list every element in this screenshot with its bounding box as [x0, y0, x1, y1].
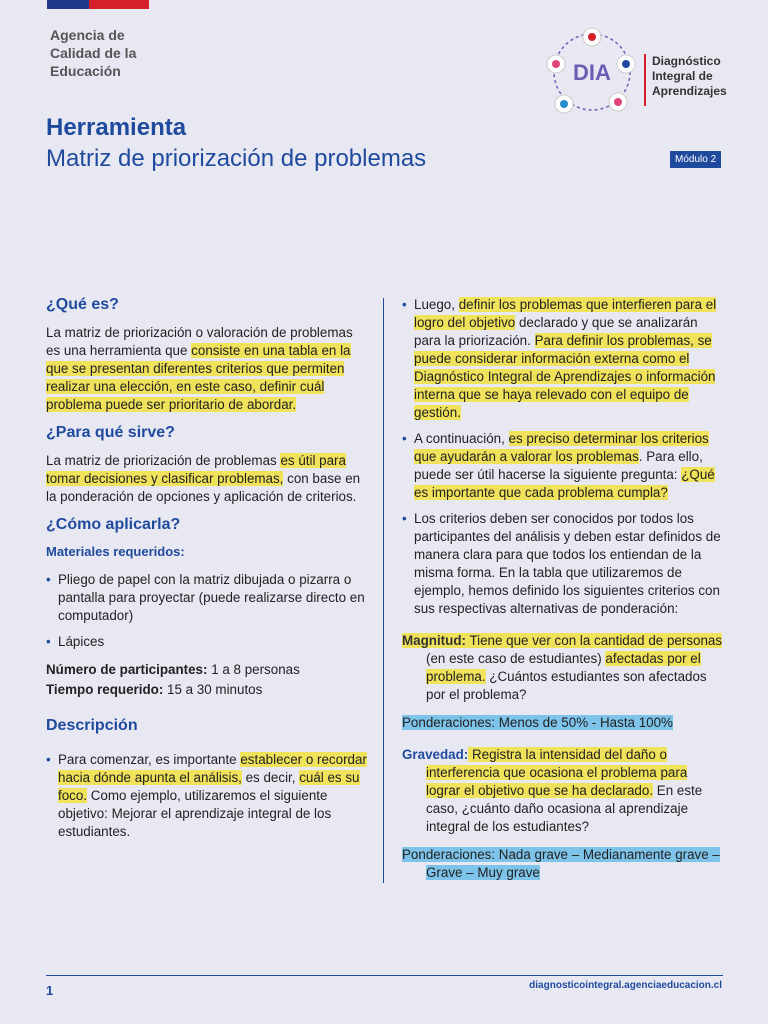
steps-list — [402, 296, 724, 618]
right-column — [402, 296, 724, 892]
heading-materiales: Materiales requeridos: — [46, 544, 185, 559]
list-item: • Luego, definir los problemas que interfieren para el logro del objetivo declarado y que se analizarán para la priorización. Para definir los problemas, se puede considerar información externa como el Diagnóstico Integral de Aprendizajes o información interna que se haya relevado con el equipo de gestión. — [402, 296, 724, 422]
column-divider — [383, 298, 384, 883]
page-number: 1 — [46, 983, 54, 998]
logo-text: DIA — [573, 60, 611, 85]
heading-que-es: ¿Qué es? — [46, 296, 119, 313]
description-list — [46, 751, 368, 841]
list-item: • Los criterios deben ser conocidos por todos los participantes del análisis y deben estar definidos de manera clara para que todos los entiendan de la misma forma. En la tabla que utilizaremos de ejemplo, hemos definido los siguientes criterios con sus respectivas alternativas de ponderación: — [402, 510, 724, 618]
heading-como: ¿Cómo aplicarla? — [46, 516, 181, 533]
agency-name: Agencia de Calidad de la Educación — [50, 27, 137, 79]
ponderaciones-1: Ponderaciones: Menos de 50% - Hasta 100% — [402, 715, 673, 730]
time-line: Tiempo requerido: 15 a 30 minutos — [46, 682, 263, 697]
list-item: • Para comenzar, es importante establecer o recordar hacia dónde apunta el análisis, es decir, cuál es su foco. Como ejemplo, utilizaremos el siguiente objetivo: Mejorar el aprendizaje integral de los estudiantes. — [46, 751, 368, 841]
list-item: • Pliego de papel con la matriz dibujada o pizarra o pantalla para proyectar (puede realizarse directo en computador) — [46, 571, 368, 625]
module-badge: Módulo 2 — [670, 151, 721, 168]
gravedad-text: Gravedad: Registra la intensidad del daño o interferencia que ocasiona el problema para lograr el objetivo que se ha declarado. En este caso, ¿cuánto daño ocasiona al aprendizaje integral de los estudiantes? — [402, 747, 703, 834]
participants-line: Número de participantes: 1 a 8 personas — [46, 662, 300, 677]
heading-para-que: ¿Para qué sirve? — [46, 424, 175, 441]
page-subtitle: Matriz de priorización de problemas — [46, 145, 427, 172]
materials-list — [46, 571, 368, 651]
ponderaciones-2: Ponderaciones: Nada grave – Medianamente grave – Grave – Muy grave — [402, 847, 720, 880]
heading-descripcion: Descripción — [46, 717, 138, 734]
footer-url[interactable]: diagnosticointegral.agenciaeducacion.cl — [529, 980, 722, 991]
list-item: • Lápices — [46, 633, 368, 651]
magnitud-text: Magnitud: Tiene que ver con la cantidad de personas (en este caso de estudiantes) afectadas por el problema. ¿Cuántos estudiantes son afectados por el problema? — [402, 633, 723, 702]
left-column — [46, 296, 368, 851]
que-es-text: La matriz de priorización o valoración de problemas es una herramienta que consiste en una tabla en la que se presentan diferentes criterios que permiten realizar una elección, en este caso, definir cuál problema puede ser prioritario de abordar. — [46, 325, 353, 412]
list-item: • A continuación, es preciso determinar los criterios que ayudarán a valorar los problemas. Para ello, puede ser útil hacerse la siguiente pregunta: ¿Qué es importante que cada problema cumpla? — [402, 430, 724, 502]
footer-divider — [46, 975, 723, 976]
dia-tagline: Diagnóstico Integral de Aprendizajes — [652, 54, 727, 98]
flag-bar — [47, 0, 149, 9]
page-title: Herramienta — [46, 114, 187, 141]
para-que-text: La matriz de priorización de problemas es útil para tomar decisiones y clasificar problemas, con base en la ponderación de opciones y aplicación de criterios. — [46, 453, 361, 504]
